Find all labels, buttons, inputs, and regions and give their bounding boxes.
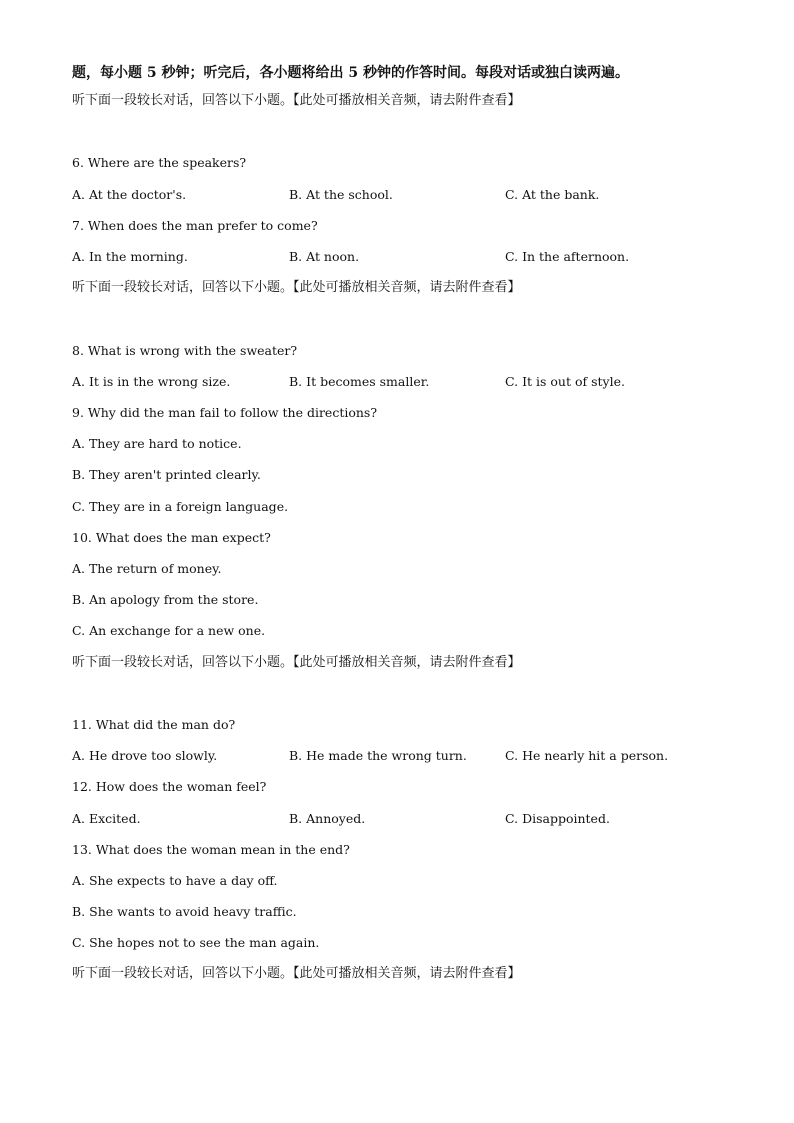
question-7-stem: 7. When does the man prefer to come? [72,218,318,233]
question-8-options [72,373,722,391]
question-12-option-a: A. Excited. [72,811,141,826]
question-10-option-a: A. The return of money. [72,561,222,576]
instructions-text: 题，每小题 5 秒钟；听完后，各小题将给出 5 秒钟的作答时间。每段对话或独白读两遍。 [72,65,629,81]
question-12-options [72,810,722,828]
question-13-option-c: C. She hopes not to see the man again. [72,935,320,950]
question-6-options [72,186,722,204]
question-12-stem: 12. How does the woman feel? [72,779,267,794]
audio-notice: 听下面一段较长对话，回答以下小题。【此处可播放相关音频，请去附件查看】 [72,966,521,981]
question-11-option-c: C. He nearly hit a person. [505,748,669,763]
question-13-stem: 13. What does the woman mean in the end? [72,842,350,857]
question-10-option-b: B. An apology from the store. [72,592,259,607]
question-8-option-a: A. It is in the wrong size. [72,374,231,389]
question-8-stem: 8. What is wrong with the sweater? [72,343,298,358]
question-9-option-a: A. They are hard to notice. [72,436,242,451]
question-9-stem: 9. Why did the man fail to follow the directions? [72,405,378,420]
question-7-option-c: C. In the afternoon. [505,249,630,264]
question-10-stem: 10. What does the man expect? [72,530,271,545]
question-11-option-a: A. He drove too slowly. [72,748,218,763]
question-9-option-b: B. They aren't printed clearly. [72,467,261,482]
question-12-option-c: C. Disappointed. [505,811,610,826]
question-7-options [72,248,722,266]
audio-notice: 听下面一段较长对话，回答以下小题。【此处可播放相关音频，请去附件查看】 [72,655,521,670]
audio-notice: 听下面一段较长对话，回答以下小题。【此处可播放相关音频，请去附件查看】 [72,93,521,108]
question-10-option-c: C. An exchange for a new one. [72,623,266,638]
question-7-option-a: A. In the morning. [72,249,188,264]
question-7-option-b: B. At noon. [289,249,360,264]
question-6-stem: 6. Where are the speakers? [72,155,247,170]
question-8-option-c: C. It is out of style. [505,374,625,389]
question-11-option-b: B. He made the wrong turn. [289,748,467,763]
question-11-stem: 11. What did the man do? [72,717,236,732]
audio-notice: 听下面一段较长对话，回答以下小题。【此处可播放相关音频，请去附件查看】 [72,280,521,295]
question-6-option-c: C. At the bank. [505,187,600,202]
question-9-option-c: C. They are in a foreign language. [72,499,289,514]
question-13-option-b: B. She wants to avoid heavy traffic. [72,904,297,919]
question-11-options [72,747,722,765]
question-6-option-a: A. At the doctor's. [72,187,187,202]
question-13-option-a: A. She expects to have a day off. [72,873,278,888]
question-6-option-b: B. At the school. [289,187,393,202]
question-12-option-b: B. Annoyed. [289,811,366,826]
question-8-option-b: B. It becomes smaller. [289,374,430,389]
